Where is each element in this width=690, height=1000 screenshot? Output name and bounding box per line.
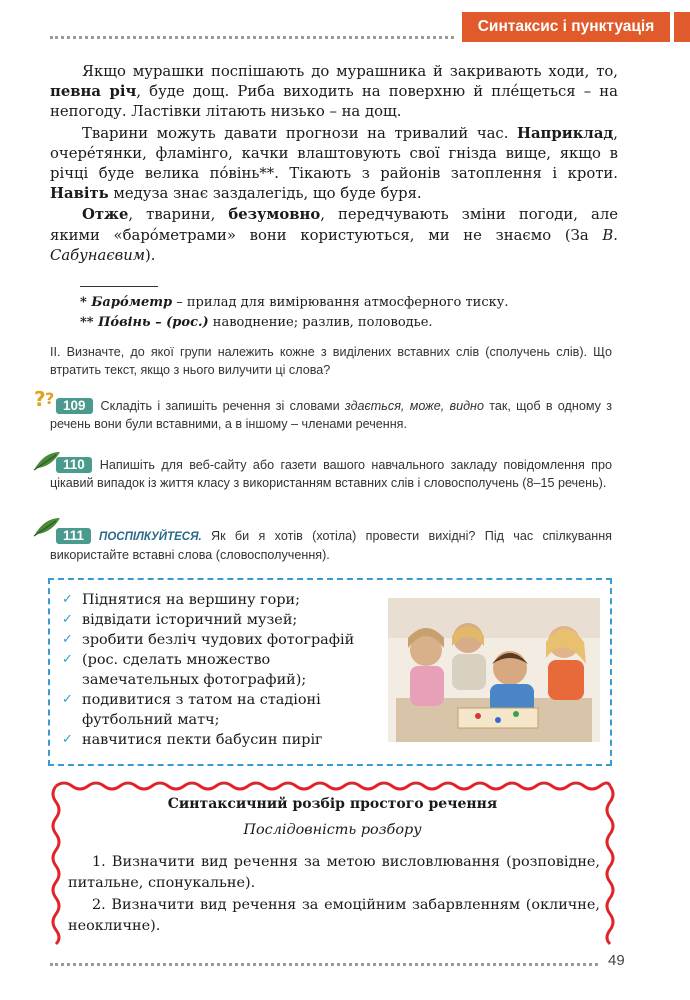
list-item: ✓ навчитися пекти бабусин пиріг [62, 732, 323, 748]
highlight-so: Отже [82, 206, 129, 224]
question-ii: ІІ. Визначте, до якої групи належить кожне з виділених вставних слів (сполучень слів). Що втратить текст, якщо з нього вилучити ці слова? [50, 345, 612, 377]
highlight-undoubtedly: безумовно [228, 206, 321, 224]
check-icon: ✓ [62, 632, 73, 647]
highlight-for-example: Наприклад [516, 124, 614, 142]
rule-step: 2. Визначити вид речення за емоційним забарвленням (окличне, неокличне). [68, 897, 600, 934]
footnote-1: * Барóметр – прилад для вимірювання атмосферного тиску. [80, 295, 509, 310]
paragraph-3: Отже, тварини, безумовно, передчувають зміни погоди, але якими «барóметрами» вони користуються, ми не знаємо (За В. Сабунаєвим). [50, 206, 618, 264]
footnote-2: ** Пóвінь – (рос.) наводнение; разлив, половодье. [80, 315, 433, 330]
activity-checklist [62, 590, 384, 750]
talk-label: ПОСПІЛКУЙТЕСЯ. [99, 531, 202, 543]
paragraph-1: Якщо мурашки поспішають до мурашника й закривають ходи, то, певна річ, буде дощ. Риба виходить на поверхню й плéщеться – на непогоду. Ластівки літають низько – на дощ. [50, 63, 618, 121]
rule-title: Синтаксичний розбір простого речення [167, 796, 498, 812]
svg-text:?: ? [34, 387, 46, 411]
svg-text:?: ? [45, 389, 55, 408]
list-item: ✓ відвідати історичний музей; [62, 612, 298, 628]
task-number-badge: 111 [56, 528, 91, 544]
highlight-certainly: певна річ [50, 83, 137, 101]
rule-step: 1. Визначити вид речення за метою висловлювання (розповідне, питальне, спонукальне). [68, 854, 600, 891]
task-number-badge: 110 [56, 457, 92, 473]
footnote-rule [80, 286, 158, 287]
check-icon: ✓ [62, 652, 73, 667]
edge-tab [674, 12, 690, 42]
task-number-badge: 109 [56, 398, 93, 414]
task-111: 111 ПОСПІЛКУЙТЕСЯ. Як би я хотів (хотіла) провести вихідні? Під час спілкування використайте вставні слова (словосполучення). [50, 528, 612, 562]
task-109: 109 Складіть і запишіть речення зі словами здається, може, видно так, щоб в одному з речень вони були вставними, а в іншому – членами речення. [50, 398, 612, 431]
list-item: ✓ Піднятися на вершину гори; [62, 592, 300, 608]
check-icon: ✓ [62, 592, 73, 607]
top-dotted-rule [50, 36, 454, 39]
task-110: 110 Напишіть для веб-сайту або газети вашого навчального закладу повідомлення про цікавий випадок із життя класу з використанням вставних слів і словосполучень (8–15 речень). [50, 457, 612, 490]
author: В. Сабунаєвим [50, 226, 618, 264]
highlight-even: Навіть [50, 185, 109, 203]
list-item: ✓ (рос. сделать множество замечательных фотографий); [62, 652, 307, 688]
bottom-dotted-rule [50, 963, 598, 966]
rule-subtitle: Послідовність розбору [243, 822, 422, 838]
check-icon: ✓ [62, 692, 73, 707]
list-item: ✓ подивитися з татом на стадіоні футбольний матч; [62, 692, 321, 728]
check-icon: ✓ [62, 612, 73, 627]
paragraph-2: Тварини можуть давати прогнози на тривалий час. Наприклад, очерéтянки, фламінго, качки влаштовують свої гнізда вище, якщо в річці буде велика пóвінь**. Тікають з районів затоплення і кроти. Навіть медуза знає заздалегідь, що буде буря. [50, 124, 618, 203]
family-game-photo [388, 598, 600, 742]
main-text [50, 62, 618, 266]
list-item: ✓ зробити безліч чудових фотографій [62, 632, 355, 648]
section-title: Синтаксис і пунктуація [462, 12, 670, 42]
check-icon: ✓ [62, 732, 73, 747]
rule-steps [68, 852, 600, 936]
page-number: 49 [608, 952, 625, 969]
